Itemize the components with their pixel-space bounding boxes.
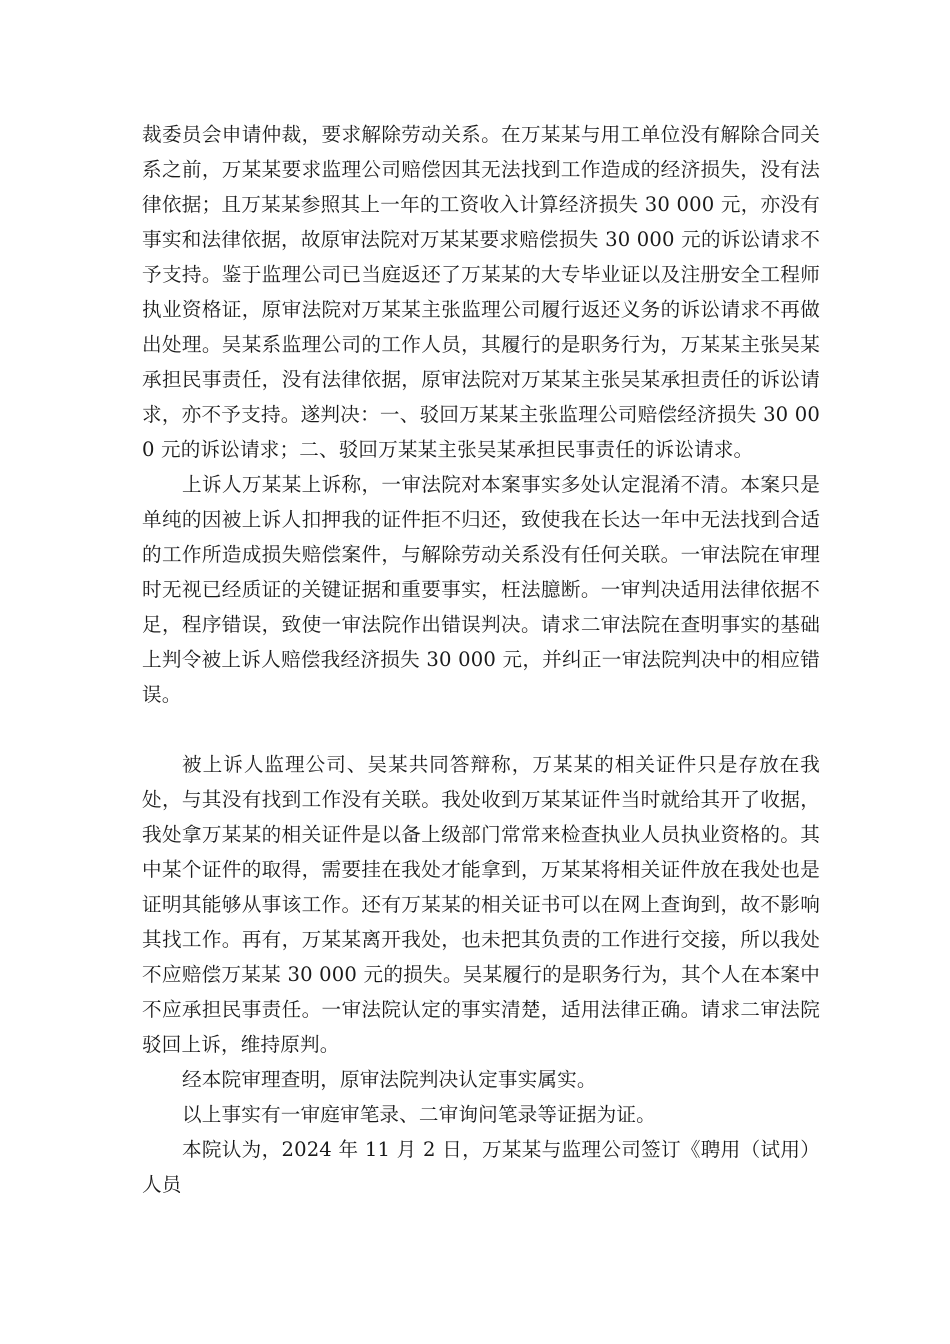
paragraph-court-opinion: 本院认为，2024 年 11 月 2 日，万某某与监理公司签订《聘用（试用）人员: [142, 1138, 820, 1196]
paragraph-appellant-claim: 上诉人万某某上诉称，一审法院对本案事实多处认定混淆不清。本案只是单纯的因被上诉人扣押我的证件拒不归还，致使我在长达一年中无法找到合适的工作所造成损失赔偿案件，与解除劳动关系没有任何关联。一审法院在审理时无视已经质证的关键证据和重要事实，枉法臆断。一审判决适用法律依据不足，程序错误，致使一审法院作出错误判决。请求二审法院在查明事实的基础上判令被上诉人赔偿我经济损失 30 000 元，并纠正一审法院判决中的相应错误。: [142, 473, 820, 706]
paragraph-respondent-defense: 被上诉人监理公司、吴某共同答辩称，万某某的相关证件只是存放在我处，与其没有找到工作没有关联。我处收到万某某证件当时就给其开了收据，我处拿万某某的相关证件是以备上级部门常常来检查执业人员执业资格的。其中某个证件的取得，需要挂在我处才能拿到，万某某将相关证件放在我处也是证明其能够从事该工作。还有万某某的相关证书可以在网上查询到，故不影响其找工作。再有，万某某离开我处，也未把其负责的工作进行交接，所以我处不应赔偿万某某 30 000 元的损失。吴某履行的是职务行为，其个人在本案中不应承担民事责任。一审法院认定的事实清楚，适用法律正确。请求二审法院驳回上诉，维持原判。: [142, 753, 820, 1056]
paragraph-spacer: [142, 712, 820, 747]
document-page: [142, 117, 820, 1202]
paragraph-arbitration-judgment: 裁委员会申请仲裁，要求解除劳动关系。在万某某与用工单位没有解除合同关系之前，万某某要求监理公司赔偿因其无法找到工作造成的经济损失，没有法律依据；且万某某参照其上一年的工资收入计算经济损失 30 000 元，亦没有事实和法律依据，故原审法院对万某某要求赔偿损失 30 000 元的诉讼请求不予支持。鉴于监理公司已当庭返还了万某某的大专毕业证以及注册安全工程师执业资格证，原审法院对万某某主张监理公司履行返还义务的诉讼请求不再做出处理。吴某系监理公司的工作人员，其履行的是职务行为，万某某主张吴某承担民事责任，没有法律依据，原审法院对万某某主张吴某承担责任的诉讼请求，亦不予支持。遂判决：一、驳回万某某主张监理公司赔偿经济损失 30 000 元的诉讼请求；二、驳回万某某主张吴某承担民事责任的诉讼请求。: [142, 123, 820, 461]
paragraph-evidence: 以上事实有一审庭审笔录、二审询问笔录等证据为证。: [182, 1103, 656, 1126]
paragraph-court-findings: 经本院审理查明，原审法院判决认定事实属实。: [182, 1068, 597, 1091]
